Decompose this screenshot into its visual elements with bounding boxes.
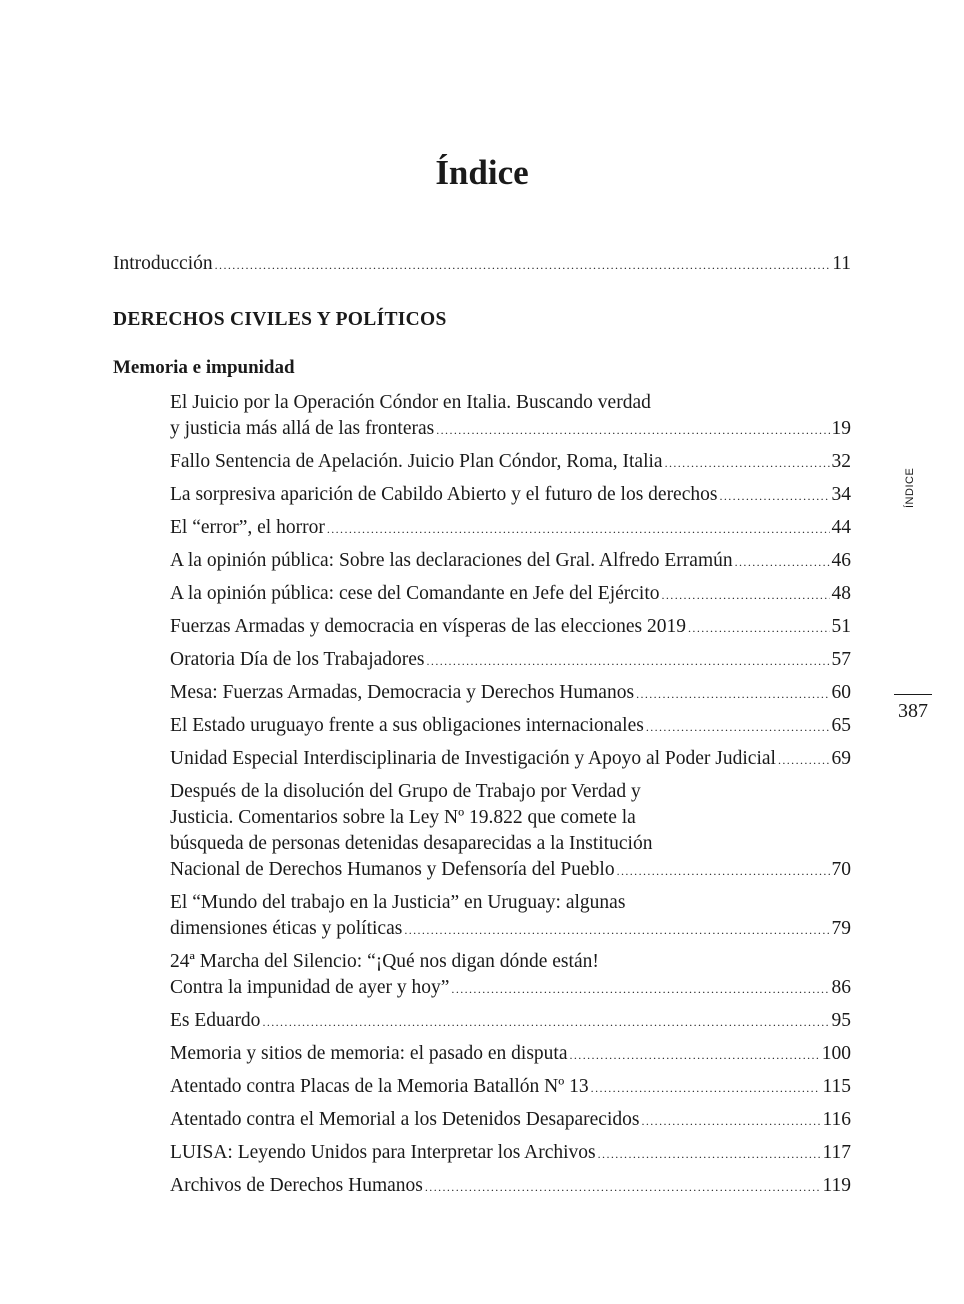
toc-entry-title: y justicia más allá de las fronteras: [170, 418, 435, 439]
toc-page-number: 95: [831, 1010, 851, 1031]
toc-entry: [113, 581, 851, 608]
toc-line: [170, 890, 851, 916]
toc-entry: [113, 949, 851, 1002]
folio-rule: [894, 694, 932, 695]
toc-line: [170, 1074, 851, 1101]
toc-page-number: 79: [831, 918, 851, 939]
running-head: ÍNDICE: [904, 467, 916, 508]
toc-entry-title: Memoria y sitios de memoria: el pasado en disputa: [170, 1043, 568, 1064]
dot-leader: [778, 747, 830, 773]
toc-entry-title: El “Mundo del trabajo en la Justicia” en Uruguay: algunas: [170, 892, 626, 913]
dot-leader: [646, 714, 830, 740]
toc-entry-title: A la opinión pública: cese del Comandante en Jefe del Ejército: [170, 583, 660, 604]
toc-entry: [113, 548, 851, 575]
toc-page-number: 86: [831, 977, 851, 998]
dot-leader: [570, 1042, 820, 1068]
toc-page-number: 11: [832, 253, 851, 274]
toc-page-number: 115: [822, 1076, 851, 1097]
page-title: Índice: [435, 153, 529, 192]
toc-page-number: 65: [831, 715, 851, 736]
toc-page-number: 51: [831, 616, 851, 637]
toc-line: [170, 548, 851, 575]
toc-line: [170, 949, 851, 975]
table-of-contents: [113, 251, 851, 1206]
toc-entry-title: Después de la disolución del Grupo de Trabajo por Verdad y: [170, 781, 641, 802]
toc-entry-title: A la opinión pública: Sobre las declaraciones del Gral. Alfredo Erramún: [170, 550, 733, 571]
toc-entry-title: Oratoria Día de los Trabajadores: [170, 649, 425, 670]
dot-leader: [327, 516, 830, 542]
toc-line: [170, 449, 851, 476]
toc-entry-title: La sorpresiva aparición de Cabildo Abierto y el futuro de los derechos: [170, 484, 718, 505]
toc-entries: [113, 390, 851, 1200]
toc-line: [170, 647, 851, 674]
toc-entry: [113, 680, 851, 707]
toc-entry-title: Introducción: [113, 253, 213, 274]
toc-entry-title: El “error”, el horror: [170, 517, 325, 538]
toc-page-number: 117: [822, 1142, 851, 1163]
toc-entry: [113, 1140, 851, 1167]
toc-page-number: 70: [831, 859, 851, 880]
toc-entry: [113, 390, 851, 443]
toc-entry-title: El Juicio por la Operación Cóndor en Italia. Buscando verdad: [170, 392, 651, 413]
toc-page-number: 44: [831, 517, 851, 538]
toc-line: [170, 515, 851, 542]
toc-page-number: 100: [821, 1043, 851, 1064]
toc-line: [170, 975, 851, 1002]
toc-entry-title: dimensiones éticas y políticas: [170, 918, 403, 939]
toc-page-number: 19: [831, 418, 851, 439]
dot-leader: [665, 450, 830, 476]
toc-line: [170, 1041, 851, 1068]
subsection-heading: Memoria e impunidad: [113, 357, 295, 378]
toc-entry-title: búsqueda de personas detenidas desaparecidas a la Institución: [170, 833, 653, 854]
dot-leader: [598, 1141, 821, 1167]
dot-leader: [451, 976, 829, 1002]
toc-page-number: 69: [831, 748, 851, 769]
toc-entry: [113, 1173, 851, 1200]
toc-page-number: 32: [831, 451, 851, 472]
toc-entry: [113, 482, 851, 509]
toc-entry-title: Archivos de Derechos Humanos: [170, 1175, 423, 1196]
toc-line: [170, 1008, 851, 1035]
toc-line: [170, 1107, 851, 1134]
toc-entry: [113, 1008, 851, 1035]
toc-line: [170, 680, 851, 707]
toc-page-number: 57: [831, 649, 851, 670]
toc-entry-title: LUISA: Leyendo Unidos para Interpretar los Archivos: [170, 1142, 596, 1163]
toc-entry-title: Atentado contra el Memorial a los Detenidos Desaparecidos: [170, 1109, 640, 1130]
toc-entry: [113, 1107, 851, 1134]
toc-line: [170, 614, 851, 641]
dot-leader: [641, 1108, 820, 1134]
toc-page-number: 119: [822, 1175, 851, 1196]
toc-entry: [113, 1074, 851, 1101]
dot-leader: [591, 1075, 821, 1101]
toc-entry-title: 24ª Marcha del Silencio: “¡Qué nos digan dónde están!: [170, 951, 599, 972]
toc-entry-title: Nacional de Derechos Humanos y Defensoría del Pueblo: [170, 859, 615, 880]
dot-leader: [617, 858, 830, 884]
toc-page-number: 60: [831, 682, 851, 703]
dot-leader: [215, 252, 831, 278]
page-number: 387: [898, 700, 928, 722]
toc-entry-title: Unidad Especial Interdisciplinaria de Investigación y Apoyo al Poder Judicial: [170, 748, 776, 769]
toc-line: [170, 857, 851, 884]
toc-line: [113, 251, 851, 278]
toc-line: [170, 1140, 851, 1167]
toc-line: [170, 831, 851, 857]
toc-entry: [113, 779, 851, 884]
dot-leader: [636, 681, 829, 707]
toc-page-number: 46: [831, 550, 851, 571]
toc-entry-title: Contra la impunidad de ayer y hoy”: [170, 977, 450, 998]
toc-page-number: 34: [831, 484, 851, 505]
toc-entry-title: Atentado contra Placas de la Memoria Batallón Nº 13: [170, 1076, 589, 1097]
toc-entry-title: Es Eduardo: [170, 1010, 261, 1031]
dot-leader: [404, 917, 829, 943]
dot-leader: [688, 615, 829, 641]
toc-page-number: 116: [822, 1109, 851, 1130]
toc-entry-title: Fallo Sentencia de Apelación. Juicio Plan Cóndor, Roma, Italia: [170, 451, 663, 472]
toc-line: [170, 805, 851, 831]
toc-entry-title: El Estado uruguayo frente a sus obligaciones internacionales: [170, 715, 644, 736]
dot-leader: [425, 1174, 821, 1200]
toc-line: [170, 1173, 851, 1200]
toc-entry-intro: [113, 251, 851, 278]
toc-page-number: 48: [831, 583, 851, 604]
dot-leader: [427, 648, 830, 674]
toc-line: [170, 416, 851, 443]
toc-line: [170, 390, 851, 416]
dot-leader: [662, 582, 830, 608]
toc-entry: [113, 1041, 851, 1068]
toc-line: [170, 581, 851, 608]
toc-entry: [113, 515, 851, 542]
toc-line: [170, 713, 851, 740]
toc-line: [170, 482, 851, 509]
dot-leader: [719, 483, 829, 509]
dot-leader: [735, 549, 830, 575]
toc-entry: [113, 746, 851, 773]
toc-entry: [113, 713, 851, 740]
dot-leader: [262, 1009, 829, 1035]
toc-line: [170, 916, 851, 943]
section-heading: DERECHOS CIVILES Y POLÍTICOS: [113, 309, 447, 330]
toc-entry-title: Fuerzas Armadas y democracia en vísperas de las elecciones 2019: [170, 616, 687, 637]
toc-entry: [113, 449, 851, 476]
toc-entry: [113, 890, 851, 943]
toc-line: [170, 746, 851, 773]
toc-entry: [113, 647, 851, 674]
toc-entry-title: Mesa: Fuerzas Armadas, Democracia y Derechos Humanos: [170, 682, 635, 703]
dot-leader: [436, 417, 829, 443]
toc-line: [170, 779, 851, 805]
toc-entry-title: Justicia. Comentarios sobre la Ley Nº 19.822 que comete la: [170, 807, 636, 828]
toc-entry: [113, 614, 851, 641]
